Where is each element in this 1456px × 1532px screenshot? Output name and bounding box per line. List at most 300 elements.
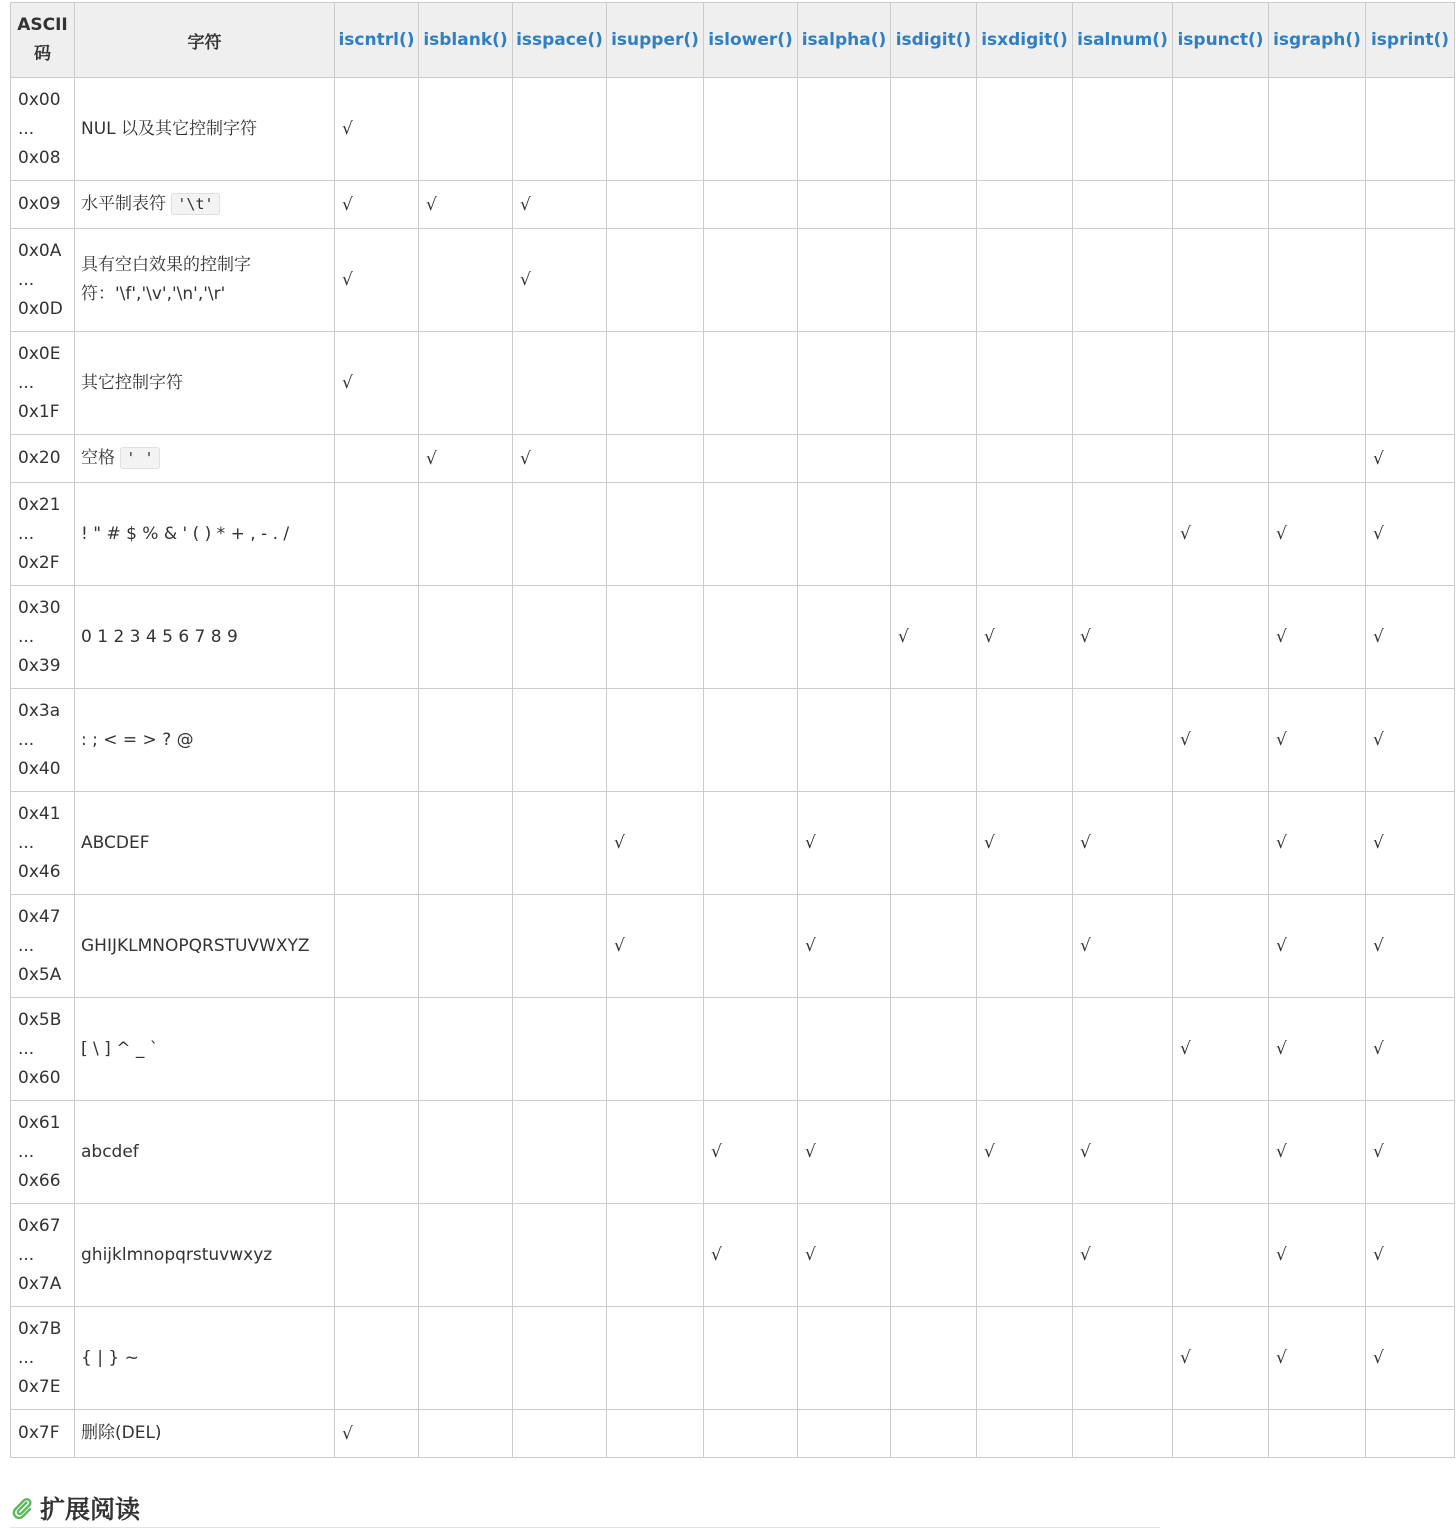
- check-cell: [1173, 229, 1269, 332]
- check-cell: [704, 1204, 798, 1307]
- check-cell: [704, 435, 798, 483]
- check-cell: [513, 332, 607, 435]
- check-cell: [335, 181, 419, 229]
- char-description-cell: [75, 998, 335, 1101]
- check-cell: [607, 1307, 704, 1410]
- check-cell: [977, 586, 1073, 689]
- check-cell: [1269, 1101, 1366, 1204]
- check-cell: [1269, 1410, 1366, 1458]
- ascii-code-start: 0x3a: [18, 700, 61, 721]
- check-cell: [891, 895, 977, 998]
- ascii-code-end: 0x08: [18, 147, 61, 168]
- check-cell: [335, 483, 419, 586]
- check-mark: √: [1180, 1039, 1191, 1059]
- check-cell: [798, 895, 891, 998]
- ascii-code-cell: [11, 181, 75, 229]
- check-cell: [798, 332, 891, 435]
- check-cell: [607, 435, 704, 483]
- ascii-code-cell: [11, 792, 75, 895]
- range-ellipsis: ...: [18, 832, 35, 853]
- check-cell: [798, 1307, 891, 1410]
- ascii-code-cell: [11, 332, 75, 435]
- check-cell: [607, 483, 704, 586]
- ascii-code-cell: [11, 78, 75, 181]
- check-cell: [1366, 181, 1455, 229]
- range-ellipsis: ...: [18, 626, 35, 647]
- check-cell: [1269, 998, 1366, 1101]
- char-description-cell: [75, 181, 335, 229]
- check-cell: [419, 229, 513, 332]
- check-cell: [335, 229, 419, 332]
- header-isupper-link[interactable]: isupper(): [607, 3, 704, 78]
- check-cell: [513, 229, 607, 332]
- table-row: [11, 181, 1455, 229]
- char-description-cell: [75, 229, 335, 332]
- check-cell: [1073, 1410, 1173, 1458]
- table-row: [11, 332, 1455, 435]
- check-cell: [1366, 998, 1455, 1101]
- ascii-code-cell: [11, 895, 75, 998]
- char-description-cell: [75, 1410, 335, 1458]
- ascii-code-end: 0x7A: [18, 1273, 62, 1294]
- char-description-cell: [75, 483, 335, 586]
- check-cell: [1269, 435, 1366, 483]
- check-mark: √: [342, 194, 353, 215]
- check-mark: √: [1276, 1245, 1287, 1265]
- char-description: NUL 以及其它控制字符: [81, 118, 258, 139]
- ascii-code-cell: [11, 586, 75, 689]
- check-mark: √: [1080, 936, 1091, 956]
- check-cell: [1173, 483, 1269, 586]
- check-cell: [704, 1410, 798, 1458]
- check-cell: [704, 792, 798, 895]
- ascii-code: 0x09: [18, 194, 61, 214]
- check-mark: √: [1373, 1348, 1384, 1368]
- header-iscntrl-link[interactable]: iscntrl(): [335, 3, 419, 78]
- check-cell: [1073, 181, 1173, 229]
- char-description-line: 具有空白效果的控制字: [81, 255, 251, 275]
- check-cell: [419, 435, 513, 483]
- char-description-line: 符：'\f','\v','\n','\r': [81, 284, 226, 304]
- table-row: [11, 1101, 1455, 1204]
- char-description: : ; < = > ? @: [81, 729, 194, 750]
- check-mark: √: [1080, 833, 1091, 853]
- check-mark: √: [1180, 730, 1191, 750]
- check-cell: [335, 435, 419, 483]
- check-cell: [607, 895, 704, 998]
- check-cell: [419, 1307, 513, 1410]
- check-cell: [335, 332, 419, 435]
- check-cell: [607, 1204, 704, 1307]
- check-cell: [891, 1204, 977, 1307]
- check-cell: [1269, 1307, 1366, 1410]
- check-cell: [419, 1101, 513, 1204]
- range-ellipsis: ...: [18, 269, 35, 290]
- check-cell: [1366, 1307, 1455, 1410]
- char-description-cell: [75, 895, 335, 998]
- table-row: [11, 435, 1455, 483]
- check-cell: [513, 1101, 607, 1204]
- check-cell: [1073, 483, 1173, 586]
- check-cell: [335, 78, 419, 181]
- header-isspace-link[interactable]: isspace(): [513, 3, 607, 78]
- ascii-code-start: 0x21: [18, 494, 61, 515]
- char-description-cell: [75, 586, 335, 689]
- check-mark: √: [1276, 627, 1287, 647]
- check-cell: [513, 435, 607, 483]
- check-cell: [891, 78, 977, 181]
- check-mark: √: [898, 627, 909, 647]
- check-cell: [1073, 895, 1173, 998]
- char-description: 删除(DEL): [81, 1423, 162, 1443]
- check-cell: [1173, 586, 1269, 689]
- check-cell: [1073, 689, 1173, 792]
- ascii-code-start: 0x7B: [18, 1318, 62, 1339]
- ascii-code-start: 0x67: [18, 1215, 61, 1236]
- check-cell: [1366, 229, 1455, 332]
- check-mark: √: [1276, 524, 1287, 544]
- check-cell: [513, 895, 607, 998]
- header-islower-link[interactable]: islower(): [704, 3, 798, 78]
- char-description-cell: [75, 1307, 335, 1410]
- check-mark: √: [805, 936, 816, 956]
- ascii-code-cell: [11, 1307, 75, 1410]
- check-cell: [977, 895, 1073, 998]
- check-mark: √: [614, 833, 625, 853]
- check-mark: √: [1373, 1245, 1384, 1265]
- header-char: 字符: [75, 3, 335, 78]
- check-cell: [513, 78, 607, 181]
- check-cell: [1073, 435, 1173, 483]
- check-cell: [513, 792, 607, 895]
- check-cell: [513, 1410, 607, 1458]
- check-cell: [607, 586, 704, 689]
- char-description: ABCDEF: [81, 832, 150, 853]
- check-cell: [891, 181, 977, 229]
- ascii-code-end: 0x66: [18, 1170, 61, 1191]
- check-cell: [977, 1410, 1073, 1458]
- check-cell: [513, 689, 607, 792]
- check-cell: [891, 1307, 977, 1410]
- check-cell: [419, 586, 513, 689]
- check-cell: [1173, 332, 1269, 435]
- check-mark: √: [984, 833, 995, 853]
- check-mark: √: [342, 373, 353, 393]
- check-cell: [1269, 78, 1366, 181]
- check-cell: [798, 1204, 891, 1307]
- table-header-row: [11, 3, 1455, 78]
- check-cell: [704, 483, 798, 586]
- check-cell: [513, 586, 607, 689]
- check-cell: [335, 1410, 419, 1458]
- check-mark: √: [1373, 524, 1384, 544]
- check-cell: [798, 181, 891, 229]
- char-description: GHIJKLMNOPQRSTUVWXYZ: [81, 935, 310, 956]
- check-cell: [335, 1307, 419, 1410]
- check-cell: [1366, 332, 1455, 435]
- ascii-code-end: 0x7E: [18, 1376, 61, 1397]
- range-ellipsis: ...: [18, 372, 35, 393]
- check-cell: [977, 792, 1073, 895]
- check-cell: [977, 78, 1073, 181]
- check-cell: [798, 792, 891, 895]
- check-cell: [891, 998, 977, 1101]
- check-cell: [419, 78, 513, 181]
- ascii-code-end: 0x2F: [18, 552, 60, 573]
- check-mark: √: [1080, 1245, 1091, 1265]
- check-cell: [1173, 78, 1269, 181]
- check-cell: [607, 689, 704, 792]
- check-mark: √: [805, 1245, 816, 1265]
- check-cell: [1173, 792, 1269, 895]
- check-cell: [891, 586, 977, 689]
- table-row: [11, 1410, 1455, 1458]
- check-cell: [891, 483, 977, 586]
- check-mark: √: [1373, 936, 1384, 956]
- range-ellipsis: ...: [18, 1244, 35, 1265]
- check-cell: [335, 689, 419, 792]
- ascii-code-start: 0x00: [18, 89, 61, 110]
- table-row: [11, 78, 1455, 181]
- ascii-code-end: 0x1F: [18, 401, 60, 422]
- range-ellipsis: ...: [18, 729, 35, 750]
- section-title: 扩展阅读: [40, 1495, 141, 1524]
- check-mark: √: [342, 270, 353, 290]
- check-cell: [704, 332, 798, 435]
- check-mark: √: [1276, 1142, 1287, 1162]
- check-cell: [704, 586, 798, 689]
- ascii-code-cell: [11, 229, 75, 332]
- ascii-code-end: 0x0D: [18, 298, 63, 319]
- char-description: abcdef: [81, 1141, 139, 1162]
- table-body: [11, 78, 1455, 1458]
- ascii-code-start: 0x0E: [18, 343, 61, 364]
- range-ellipsis: ...: [18, 1347, 35, 1368]
- ascii-code-cell: [11, 1204, 75, 1307]
- header-isalnum-link[interactable]: isalnum(): [1073, 3, 1173, 78]
- char-description-cell: [75, 1204, 335, 1307]
- table-row: [11, 586, 1455, 689]
- check-mark: √: [711, 1142, 722, 1162]
- check-cell: [1366, 78, 1455, 181]
- check-cell: [513, 998, 607, 1101]
- check-cell: [1269, 181, 1366, 229]
- check-cell: [798, 483, 891, 586]
- header-isalpha-link[interactable]: isalpha(): [798, 3, 891, 78]
- check-cell: [1366, 792, 1455, 895]
- check-mark: √: [1373, 1039, 1384, 1059]
- ascii-code-end: 0x46: [18, 861, 61, 882]
- check-cell: [1366, 1101, 1455, 1204]
- check-mark: √: [711, 1245, 722, 1265]
- header-isblank-link[interactable]: isblank(): [419, 3, 513, 78]
- check-cell: [891, 1101, 977, 1204]
- check-cell: [1366, 895, 1455, 998]
- check-mark: √: [1373, 448, 1384, 469]
- check-mark: √: [1080, 1142, 1091, 1162]
- header-isxdigit-link[interactable]: isxdigit(): [977, 3, 1073, 78]
- check-cell: [891, 792, 977, 895]
- header-ascii-line1: ASCII: [17, 15, 68, 35]
- check-cell: [1269, 483, 1366, 586]
- check-cell: [1269, 586, 1366, 689]
- check-cell: [704, 895, 798, 998]
- check-cell: [335, 792, 419, 895]
- check-mark: √: [805, 833, 816, 853]
- ascii-code-start: 0x30: [18, 597, 61, 618]
- check-cell: [977, 483, 1073, 586]
- check-cell: [419, 483, 513, 586]
- ascii-code-cell: [11, 689, 75, 792]
- check-cell: [977, 689, 1073, 792]
- check-cell: [1173, 998, 1269, 1101]
- check-mark: √: [1276, 833, 1287, 853]
- check-cell: [798, 689, 891, 792]
- check-cell: [798, 78, 891, 181]
- check-cell: [798, 998, 891, 1101]
- check-cell: [1173, 689, 1269, 792]
- char-literal-code: '\t': [171, 193, 219, 215]
- ascii-code-end: 0x39: [18, 655, 61, 676]
- check-cell: [607, 78, 704, 181]
- check-cell: [977, 181, 1073, 229]
- check-cell: [513, 1307, 607, 1410]
- check-cell: [1073, 78, 1173, 181]
- check-cell: [1269, 332, 1366, 435]
- table-row: [11, 1307, 1455, 1410]
- check-mark: √: [614, 936, 625, 956]
- check-mark: √: [1180, 1348, 1191, 1368]
- ascii-code-cell: [11, 1101, 75, 1204]
- check-cell: [607, 1410, 704, 1458]
- check-cell: [419, 895, 513, 998]
- table-row: [11, 229, 1455, 332]
- range-ellipsis: ...: [18, 935, 35, 956]
- ascii-code-start: 0x0A: [18, 240, 62, 261]
- ascii-code-start: 0x47: [18, 906, 61, 927]
- check-cell: [513, 1204, 607, 1307]
- header-isprint-link[interactable]: isprint(): [1366, 3, 1455, 78]
- check-cell: [891, 229, 977, 332]
- check-cell: [1366, 1204, 1455, 1307]
- extended-reading-section: [10, 1490, 140, 1526]
- ascii-code-start: 0x5B: [18, 1009, 62, 1030]
- range-ellipsis: ...: [18, 1038, 35, 1059]
- check-mark: √: [426, 194, 437, 215]
- check-cell: [891, 435, 977, 483]
- range-ellipsis: ...: [18, 1141, 35, 1162]
- table-row: [11, 689, 1455, 792]
- header-isdigit-link[interactable]: isdigit(): [891, 3, 977, 78]
- check-cell: [419, 792, 513, 895]
- check-cell: [335, 1204, 419, 1307]
- check-cell: [335, 895, 419, 998]
- ascii-code-start: 0x41: [18, 803, 61, 824]
- char-description-cell: [75, 792, 335, 895]
- table-row: [11, 998, 1455, 1101]
- check-mark: √: [1276, 730, 1287, 750]
- check-cell: [891, 1410, 977, 1458]
- check-cell: [704, 78, 798, 181]
- check-cell: [1366, 1410, 1455, 1458]
- check-cell: [977, 1101, 1073, 1204]
- check-cell: [419, 332, 513, 435]
- check-cell: [1173, 1307, 1269, 1410]
- check-cell: [1173, 895, 1269, 998]
- check-cell: [704, 1101, 798, 1204]
- char-description: 水平制表符: [81, 194, 166, 214]
- char-description: 其它控制字符: [81, 372, 183, 393]
- check-mark: √: [520, 270, 531, 290]
- check-cell: [977, 229, 1073, 332]
- check-cell: [607, 181, 704, 229]
- check-cell: [1073, 586, 1173, 689]
- range-ellipsis: ...: [18, 523, 35, 544]
- check-mark: √: [1373, 1142, 1384, 1162]
- ascii-code-start: 0x61: [18, 1112, 61, 1133]
- ascii-code: 0x20: [18, 448, 61, 468]
- char-description: [ \ ] ^ _ `: [81, 1038, 159, 1059]
- check-cell: [1269, 1204, 1366, 1307]
- char-description: 0 1 2 3 4 5 6 7 8 9: [81, 626, 238, 647]
- check-cell: [1269, 229, 1366, 332]
- char-description: { | } ~: [81, 1347, 139, 1368]
- check-cell: [607, 332, 704, 435]
- header-isgraph-link[interactable]: isgraph(): [1269, 3, 1366, 78]
- check-cell: [1173, 181, 1269, 229]
- check-cell: [1366, 689, 1455, 792]
- table-row: [11, 1204, 1455, 1307]
- char-description: 空格: [81, 448, 115, 468]
- check-mark: √: [984, 627, 995, 647]
- ascii-code-cell: [11, 998, 75, 1101]
- check-cell: [977, 1204, 1073, 1307]
- check-mark: √: [520, 448, 531, 469]
- check-cell: [891, 332, 977, 435]
- header-ispunct-link[interactable]: ispunct(): [1173, 3, 1269, 78]
- check-cell: [1073, 1307, 1173, 1410]
- ascii-code-end: 0x5A: [18, 964, 62, 985]
- check-cell: [1073, 229, 1173, 332]
- ascii-code-end: 0x60: [18, 1067, 61, 1088]
- ascii-code-cell: [11, 483, 75, 586]
- check-cell: [704, 998, 798, 1101]
- check-cell: [977, 998, 1073, 1101]
- check-cell: [1073, 792, 1173, 895]
- check-mark: √: [805, 1142, 816, 1162]
- check-cell: [798, 435, 891, 483]
- check-cell: [1073, 998, 1173, 1101]
- check-cell: [513, 181, 607, 229]
- ascii-code: 0x7F: [18, 1423, 60, 1443]
- check-cell: [607, 792, 704, 895]
- check-cell: [1173, 1410, 1269, 1458]
- table-row: [11, 483, 1455, 586]
- char-literal-code: ' ': [120, 447, 159, 469]
- char-description: ! " # $ % & ' ( ) * + , - . /: [81, 523, 290, 544]
- check-cell: [704, 229, 798, 332]
- check-cell: [419, 689, 513, 792]
- check-mark: √: [342, 119, 353, 139]
- char-description-cell: [75, 78, 335, 181]
- check-cell: [1269, 895, 1366, 998]
- check-cell: [607, 998, 704, 1101]
- table-row: [11, 895, 1455, 998]
- check-cell: [1073, 1101, 1173, 1204]
- char-description-cell: [75, 689, 335, 792]
- ascii-code-cell: [11, 435, 75, 483]
- check-cell: [1269, 792, 1366, 895]
